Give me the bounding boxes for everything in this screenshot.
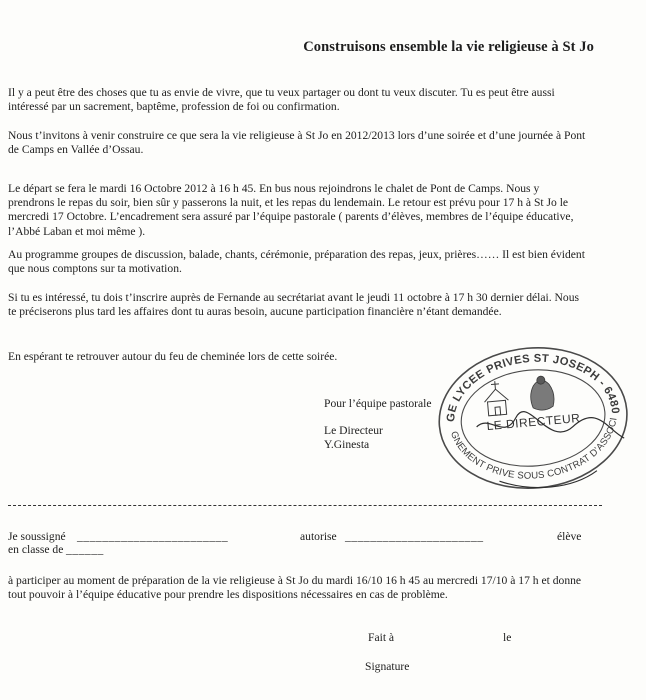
- je-soussigne-label: Je soussigné: [8, 530, 66, 543]
- student-name-blank-field[interactable]: ______________________: [345, 530, 484, 543]
- paragraph-intro: Il y a peut être des choses que tu as envie de vivre, que tu veux partager ou dont tu veux discuter. Tu es peut être aussi intéressé par un sacrement, baptême, profession de foi ou confirmation.: [8, 86, 555, 114]
- date-le-label: le: [503, 631, 512, 644]
- autorise-label: autorise: [300, 530, 337, 543]
- signature-for-line: Pour l’équipe pastorale: [324, 397, 432, 410]
- signature-role: Le Directeur: [324, 424, 383, 438]
- signature-name: Y.Ginesta: [324, 438, 370, 452]
- stamp-church-icon: [483, 380, 510, 416]
- cut-line-separator: [8, 505, 602, 506]
- fait-a-label: Fait à: [368, 631, 395, 644]
- authorization-paragraph: à participer au moment de préparation de la vie religieuse à St Jo du mardi 16/10 16 h 45 au mercredi 17/10 à 17 h et donne tout pouvoir à l’équipe éducative pour prendre les dispositions nécessaires en cas de problème.: [8, 574, 582, 602]
- paragraph-registration: Si tu es intéressé, tu dois t’inscrire auprès de Fernande au secrétariat avant le jeudi 11 octobre à 17 h 30 dernier délai. Nous te préciserons plus tard les affaires dont tu auras besoin, aucune participation financière n’étant demandée.: [8, 291, 580, 319]
- paragraph-closing: En espérant te retrouver autour du feu de cheminée lors de cette soirée.: [8, 350, 338, 363]
- paragraph-departure: Le départ se fera le mardi 16 Octobre 2012 à 16 h 45. En bus nous rejoindrons le chalet de Pont de Camps. Nous y prendrons le repas du soir, bien sûr y passerons la nuit, et les repas du lendemain. Le retour est prévu pour 17 h à St Jo le mercredi 17 Octobre. L’encadrement sera assuré par l’équipe pastorale ( parents d’élèves, membres de l’équipe éducative, l’Abbé Laban et moi même ).: [8, 182, 574, 238]
- name-blank-field[interactable]: ________________________: [77, 530, 229, 543]
- paragraph-program: Au programme groupes de discussion, balade, chants, cérémonie, préparation des repas, jeux, prières…… Il est bien évident que nous comptons sur ta motivation.: [8, 248, 585, 276]
- classe-label: en classe de: [8, 543, 64, 556]
- eleve-label: élève: [557, 530, 582, 543]
- class-blank-field[interactable]: ______: [66, 543, 104, 556]
- stamp-top-text: COLLEGE LYCEE PRIVES ST JOSEPH - 64800: [445, 352, 622, 423]
- paragraph-invitation: Nous t’invitons à venir construire ce que sera la vie religieuse à St Jo en 2012/2013 lors d’une soirée et d’une journée à Pont de Camps en Vallée d’Ossau.: [8, 129, 586, 157]
- school-stamp: [416, 326, 646, 508]
- document-title: Construisons ensemble la vie religieuse à St Jo: [303, 39, 594, 55]
- signature-label: Signature: [365, 660, 410, 673]
- stamp-bottom-text: ENSEIGNEMENT PRIVE SOUS CONTRAT D’ASSOCIATION: [447, 416, 620, 482]
- stamp-figure-icon: [529, 375, 555, 411]
- stamp-center-text: LE DIRECTEUR: [485, 410, 581, 434]
